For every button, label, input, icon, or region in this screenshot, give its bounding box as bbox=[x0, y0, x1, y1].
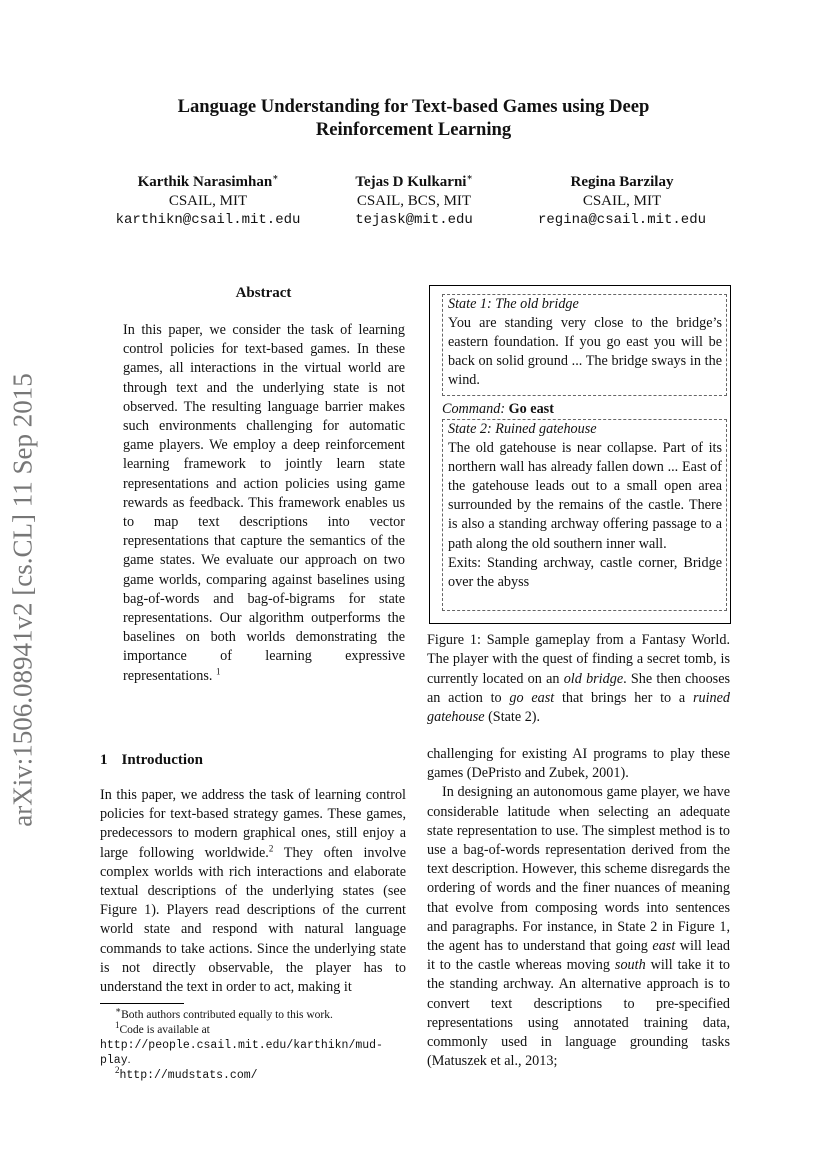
section-number: 1 bbox=[100, 752, 108, 768]
arxiv-stamp bbox=[3, 345, 43, 855]
author-name: Karthik Narasimhan bbox=[137, 174, 273, 190]
caption-text: (State 2). bbox=[484, 709, 541, 726]
paragraph-text: In designing an autonomous game player, we have considerable latitude when selecting an adequate state representation to use. The simplest method is to use a bag-of-words representation derived from the text description. However, this scheme disregards the ordering of words and the finer nuances of meaning that evolve from composing words into sentences and paragraphs. For instance, in State 2 in Figure 1, the agent has to understand that going bbox=[427, 784, 730, 955]
author-affiliation: CSAIL, MIT bbox=[582, 193, 662, 209]
title-line-1: Language Understanding for Text-based Games using Deep bbox=[177, 96, 650, 117]
paragraph-text: will lead it to the castle whereas moving bbox=[427, 938, 730, 974]
footnote-text: Code is available at bbox=[119, 1024, 210, 1036]
abstract-body bbox=[123, 321, 405, 686]
state-1-label: State 1: The old bridge bbox=[448, 296, 579, 312]
abstract-footnote-mark: 1 bbox=[215, 665, 221, 676]
paragraph-em: east bbox=[652, 938, 676, 955]
footnote-link[interactable]: http://people.csail.mit.edu/karthikn/mud-play bbox=[100, 1039, 383, 1067]
footnotes bbox=[100, 1003, 406, 1083]
caption-text: . She then chooses an action to bbox=[427, 670, 731, 706]
paragraph-em: south bbox=[614, 957, 646, 974]
intro-left-column bbox=[100, 786, 406, 997]
state-2-label: State 2: Ruined gatehouse bbox=[448, 421, 597, 437]
author-name: Regina Barzilay bbox=[570, 174, 674, 190]
paper-title bbox=[0, 95, 827, 141]
state-2-text: The old gatehouse is near collapse. Part of its northern wall has already fallen down ... East of the gatehouse leads out to a small open area surrounded by the remains of the castle. There is also a standing archway offering passage to a path along the old southern inner wall. bbox=[448, 440, 722, 552]
command-line bbox=[442, 401, 554, 418]
author-email[interactable]: karthikn@csail.mit.edu bbox=[115, 212, 301, 228]
state-2-box bbox=[442, 419, 727, 611]
state-1-text: You are standing very close to the bridge’s eastern foundation. If you go east you will be back on solid ground ... The bridge sways in the wind. bbox=[448, 315, 722, 389]
state-1-box bbox=[442, 294, 727, 396]
footnote-rule bbox=[100, 1003, 184, 1004]
footnote-text: Both authors contributed equally to this work. bbox=[121, 1009, 333, 1021]
section-title: Introduction bbox=[121, 752, 203, 768]
command-label: Command: bbox=[442, 401, 506, 417]
intro-text-b: They often involve complex worlds with rich interactions and elaborate textual descriptions of the underlying states (see Figure 1). Players read descriptions of the current world state and respond with natural language commands to take actions. Since the underlying state is not directly observable, the player has to understand the text in order to act, making it bbox=[100, 844, 406, 996]
author-affiliation: CSAIL, MIT bbox=[168, 193, 248, 209]
title-line-2: Reinforcement Learning bbox=[315, 119, 512, 140]
paragraph-continuation: challenging for existing AI programs to play these games (DePristo and Zubek, 2001). bbox=[427, 746, 730, 782]
paragraph-text: will take it to the standing archway. An alternative approach is to convert text descriptions to pre-specified representations using annotated training data, commonly used in language grounding tasks (Matuszek et al., 2013; bbox=[427, 957, 730, 1070]
arxiv-stamp-text: arXiv:1506.08941v2 [cs.CL] 11 Sep 2015 bbox=[7, 373, 38, 827]
author-email[interactable]: tejask@mit.edu bbox=[355, 212, 473, 228]
author-footmark: ∗ bbox=[272, 172, 279, 182]
author-footmark: ∗ bbox=[466, 172, 473, 182]
state-2-exits: Exits: Standing archway, castle corner, Bridge over the abyss bbox=[448, 554, 722, 590]
footnote-2 bbox=[100, 1065, 406, 1083]
paragraph-2 bbox=[427, 783, 730, 1071]
footnote-mark: 1 bbox=[115, 1020, 120, 1031]
figure-1-box bbox=[429, 285, 731, 624]
author-email[interactable]: regina@csail.mit.edu bbox=[537, 212, 707, 228]
footnote-mark: 2 bbox=[115, 1065, 120, 1076]
command-value: Go east bbox=[508, 401, 554, 417]
figure-1-caption bbox=[427, 631, 730, 727]
footnote-link[interactable]: http://mudstats.com/ bbox=[119, 1069, 258, 1082]
author-affiliation: CSAIL, BCS, MIT bbox=[356, 193, 472, 209]
author-block-3 bbox=[492, 173, 752, 230]
caption-text: Figure 1: Sample gameplay from a Fantasy World. The player with the quest of finding a secret tomb, is currently located on an bbox=[427, 632, 730, 687]
footnote-text: . bbox=[127, 1054, 131, 1066]
footnote-mark: ∗ bbox=[115, 1005, 122, 1016]
abstract-text: In this paper, we consider the task of learning control policies for text-based games. In these games, all interactions in the virtual world are through text and the underlying state is not observed. The resulting language barrier makes such environments challenging for automatic game players. We employ a deep reinforcement learning framework to jointly learn state representations and action policies using game rewards as feedback. This framework enables us to map text descriptions into vector representations that capture the semantics of the game states. We evaluate our approach on two game worlds, comparing against baselines using bag-of-words and bag-of-bigrams for state representations. Our algorithm outperforms the baselines on both worlds demonstrating the importance of learning expressive representations. bbox=[123, 322, 405, 684]
intro-right-column bbox=[427, 745, 730, 1071]
intro-text-a: In this paper, we address the task of learning control policies for text-based strategy games. These games, predecessors to modern graphical ones, still enjoy a large following worldwide. bbox=[100, 787, 406, 861]
caption-em: go east bbox=[509, 689, 555, 706]
footnote-star bbox=[100, 1005, 406, 1023]
section-heading bbox=[100, 752, 203, 769]
footnote-ref-2: 2 bbox=[268, 842, 274, 853]
author-name: Tejas D Kulkarni bbox=[355, 174, 467, 190]
caption-em: old bridge bbox=[563, 670, 624, 687]
footnote-1 bbox=[100, 1020, 406, 1068]
abstract-heading: Abstract bbox=[235, 285, 292, 301]
caption-em: ruined gatehouse bbox=[427, 689, 730, 726]
caption-text: that brings her to a bbox=[554, 689, 693, 706]
